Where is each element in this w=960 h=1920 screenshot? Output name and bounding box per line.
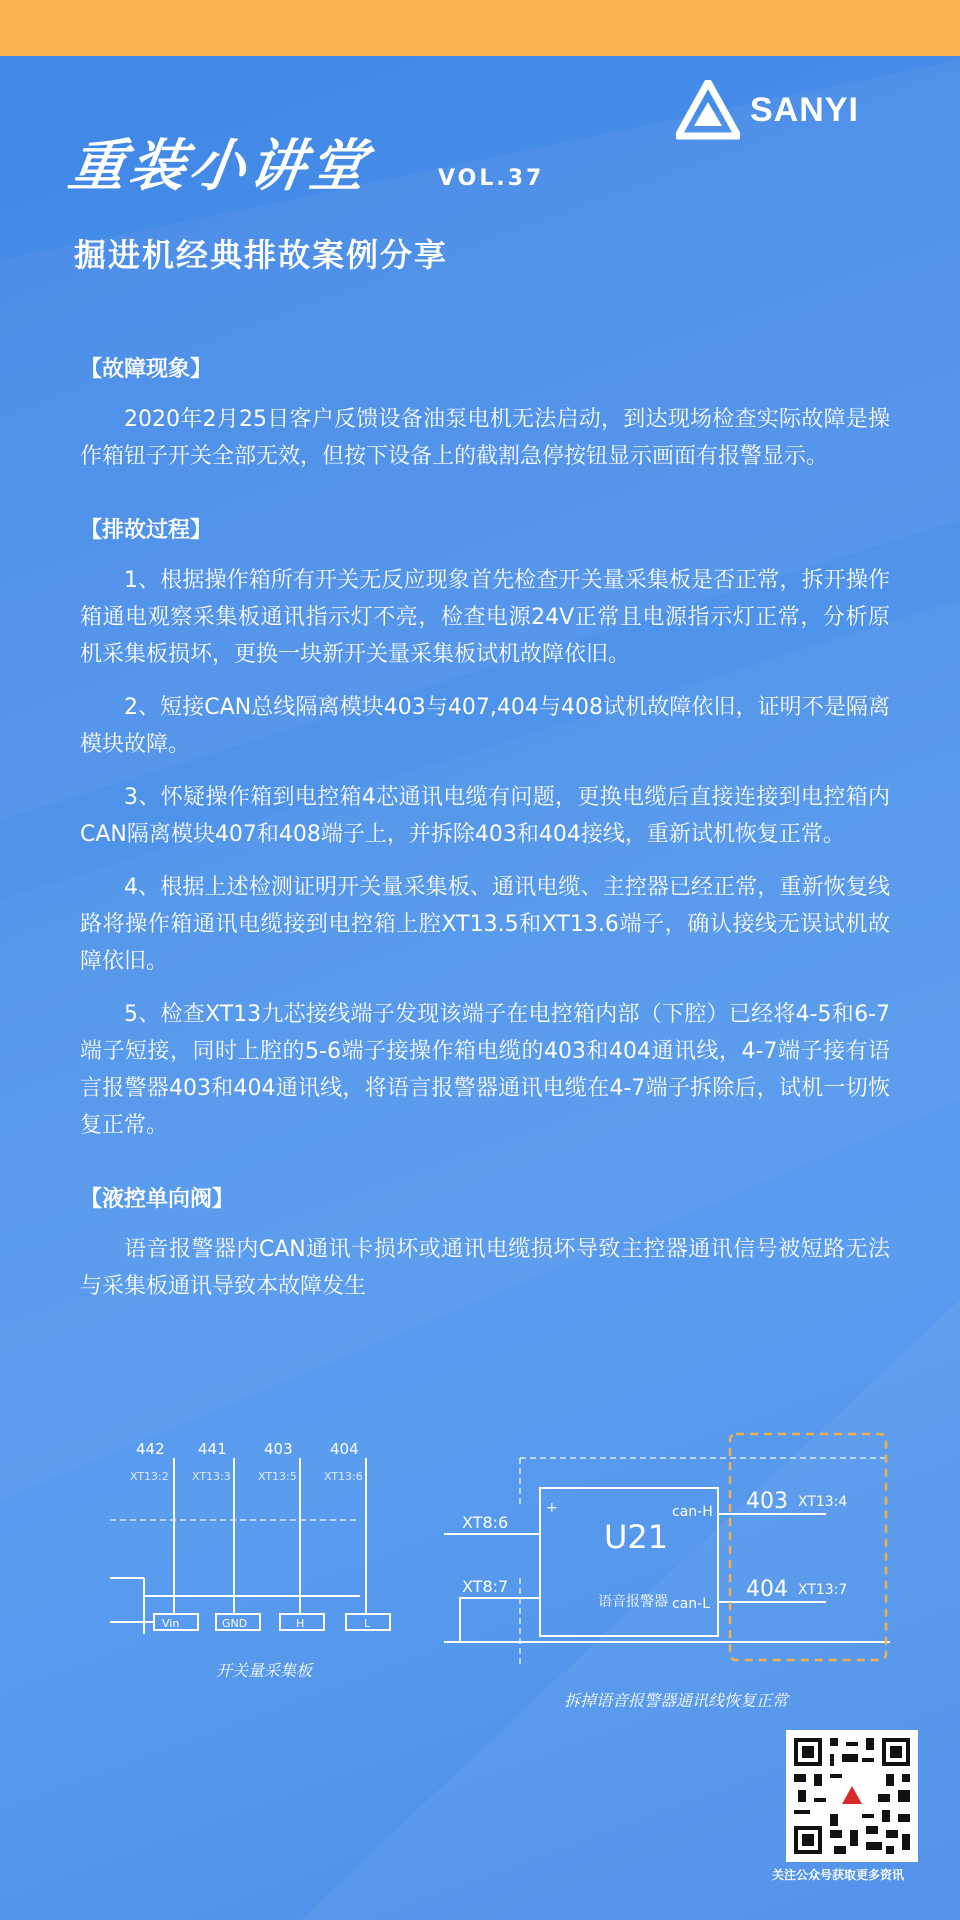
terminal-label: XT13:2: [130, 1470, 169, 1483]
highlight-box: [730, 1434, 886, 1660]
qr-code[interactable]: [786, 1730, 918, 1862]
page-subtitle: 掘进机经典排故案例分享: [74, 236, 449, 274]
qr-code-icon: [790, 1734, 914, 1858]
wire-label: 404: [330, 1440, 359, 1458]
process-step: 5、检查XT13九芯接线端子发现该端子在电控箱内部（下腔）已经将4-5和6-7端子短接，同时上腔的5-6端子接操作箱电缆的403和404通讯线，4-7端子接有语言报警器403和404通讯线，将语言报警器通讯电缆在4-7端子拆除后，试机一切恢复正常。: [80, 1002, 890, 1138]
valve-text: 语音报警器内CAN通讯卡损坏或通讯电缆损坏导致主控器通讯信号被短路无法与采集板通讯导致本故障发生: [80, 1237, 890, 1299]
terminal-label: XT13:6: [324, 1470, 363, 1483]
article-body: [80, 352, 890, 1321]
input-label: XT8:7: [462, 1577, 509, 1596]
process-step: 1、根据操作箱所有开关无反应现象首先检查开关量采集板是否正常，拆开操作箱通电观察采集板通讯指示灯不亮，检查电源24V正常且电源指示灯正常，分析原机采集板损坏，更换一块新开关量采集板试机故障依旧。: [80, 568, 890, 667]
terminal-label: XT13:3: [192, 1470, 231, 1483]
module-label: 语音报警器: [598, 1594, 668, 1610]
top-accent-band: [0, 0, 960, 56]
wire-label: 404: [746, 1577, 788, 1602]
module-id: U21: [604, 1518, 669, 1556]
sanyi-logo-mark-icon: [676, 80, 740, 140]
diagram-caption-left: 开关量采集板: [216, 1661, 313, 1680]
wire-label: 403: [264, 1440, 293, 1458]
series-title: 重装小讲堂: [64, 134, 374, 199]
plus-sign: +: [546, 1500, 558, 1516]
wiring-diagram: [110, 1428, 900, 1688]
terminal-label: XT13:5: [258, 1470, 297, 1483]
valve-heading: 【液控单向阀】: [80, 1187, 235, 1212]
wire-label: 403: [746, 1489, 788, 1514]
process-heading: 【排故过程】: [80, 518, 213, 543]
brand-name: SANYI: [750, 90, 859, 129]
fault-heading: 【故障现象】: [80, 357, 213, 382]
qr-caption: 关注公众号获取更多资讯: [772, 1868, 905, 1882]
wire-label: 442: [136, 1440, 165, 1458]
process-step: 2、短接CAN总线隔离模块403与407,404与408试机故障依旧，证明不是隔离模块故障。: [80, 695, 890, 757]
input-label: XT8:6: [462, 1513, 509, 1532]
terminal-label: XT13:7: [798, 1582, 848, 1598]
pin-label: H: [296, 1617, 305, 1630]
volume-number: VOL.37: [438, 166, 545, 191]
diagram-caption-right: 拆掉语音报警器通讯线恢复正常: [564, 1691, 789, 1710]
pin-label: GND: [222, 1617, 248, 1630]
terminal-label: XT13:4: [798, 1494, 848, 1510]
pin-label: Vin: [162, 1617, 180, 1630]
pin-label: L: [364, 1617, 371, 1630]
wire-label: 441: [198, 1440, 227, 1458]
output-label: can-H: [672, 1504, 713, 1520]
process-step: 3、怀疑操作箱到电控箱4芯通讯电缆有问题，更换电缆后直接连接到电控箱内CAN隔离模块407和408端子上，并拆除403和404接线，重新试机恢复正常。: [80, 785, 890, 847]
output-label: can-L: [672, 1596, 711, 1612]
fault-text: 2020年2月25日客户反馈设备油泵电机无法启动，到达现场检查实际故障是操作箱钮子开关全部无效，但按下设备上的截割急停按钮显示画面有报警显示。: [80, 407, 890, 469]
process-step: 4、根据上述检测证明开关量采集板、通讯电缆、主控器已经正常，重新恢复线路将操作箱通讯电缆接到电控箱上腔XT13.5和XT13.6端子，确认接线无误试机故障依旧。: [80, 875, 890, 974]
sanyi-logo: [676, 80, 859, 140]
